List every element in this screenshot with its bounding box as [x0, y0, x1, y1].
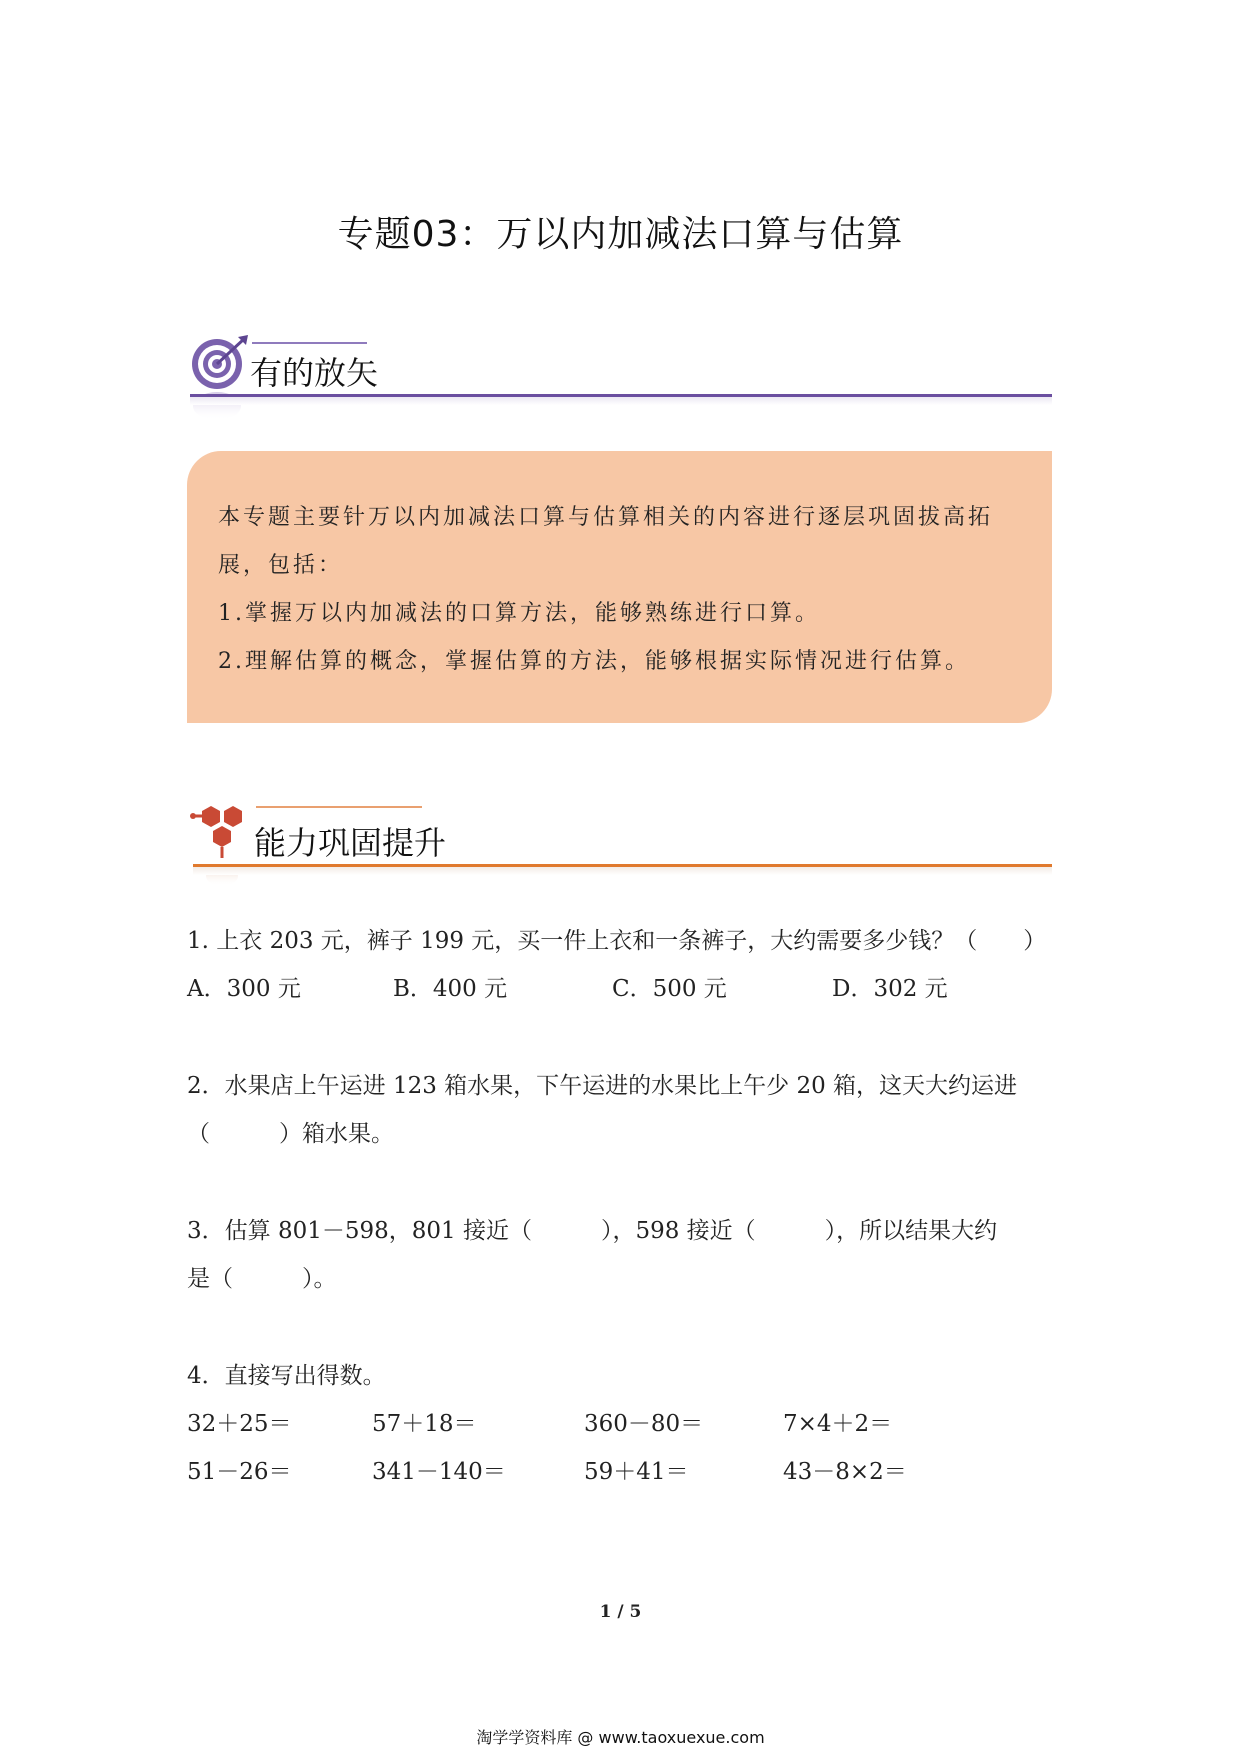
- q4-item: 57＋18＝: [372, 1411, 477, 1437]
- section2-heading: 能力巩固提升: [254, 824, 447, 862]
- section1-rule-shadow: [190, 397, 1052, 405]
- intro-box: [187, 451, 1052, 723]
- q4-item: 59＋41＝: [584, 1459, 689, 1485]
- page-number: 1 / 5: [599, 1602, 642, 1622]
- q1-option-b: B．400 元: [393, 976, 508, 1002]
- page-title: 专题03：万以内加减法口算与估算: [337, 214, 904, 255]
- q1-option-d: D．302 元: [832, 976, 948, 1002]
- question-4: 4．直接写出得数。: [187, 1363, 386, 1389]
- intro-line-2: 展，包括：: [218, 553, 344, 578]
- q4-item: 341－140＝: [372, 1459, 506, 1485]
- question-3-line-2: 是（ ）。: [187, 1266, 337, 1292]
- section1-heading: 有的放矢: [250, 354, 379, 392]
- section2-top-rule: [256, 806, 422, 808]
- q4-item: 51－26＝: [187, 1459, 292, 1485]
- question-1: 1. 上衣 203 元，裤子 199 元，买一件上衣和一条裤子，大约需要多少钱？（ ）: [187, 928, 1047, 954]
- section1-top-rule: [252, 342, 367, 344]
- target-icon: [190, 334, 250, 426]
- intro-line-1: 本专题主要针万以内加减法口算与估算相关的内容进行逐层巩固拔高拓: [218, 505, 994, 530]
- hexagon-icon: [190, 800, 254, 892]
- question-2-line-2: （ ）箱水果。: [187, 1121, 394, 1147]
- q4-item: 43－8×2＝: [783, 1459, 907, 1485]
- intro-line-3: 1.掌握万以内加减法的口算方法，能够熟练进行口算。: [218, 601, 820, 626]
- footer-watermark: 淘学学资料库 @ www.taoxuexue.com: [476, 1728, 765, 1747]
- question-2-line-1: 2．水果店上午运进 123 箱水果，下午运进的水果比上午少 20 箱，这天大约运进: [187, 1073, 1018, 1099]
- section2-rule-shadow: [193, 867, 1052, 875]
- q1-option-a: A．300 元: [187, 976, 301, 1002]
- question-3-line-1: 3．估算 801－598，801 接近（ ），598 接近（ ），所以结果大约: [187, 1218, 998, 1244]
- q1-option-c: C．500 元: [612, 976, 727, 1002]
- q4-item: 360－80＝: [584, 1411, 704, 1437]
- q4-item: 32＋25＝: [187, 1411, 292, 1437]
- q4-item: 7×4＋2＝: [783, 1411, 893, 1437]
- intro-line-4: 2.理解估算的概念，掌握估算的方法，能够根据实际情况进行估算。: [218, 649, 970, 674]
